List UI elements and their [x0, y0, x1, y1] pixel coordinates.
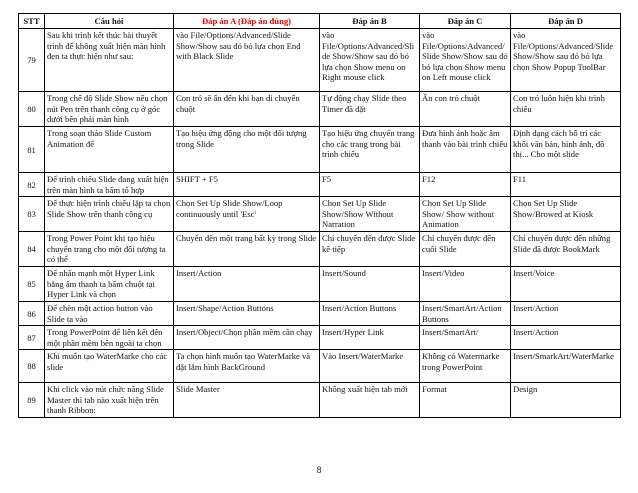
answer-c: Insert/SmartArt/ — [420, 326, 511, 350]
answer-d: Design — [511, 383, 621, 418]
row-number: 84 — [19, 232, 45, 267]
header-row — [19, 14, 621, 29]
answer-b: vào File/Options/Advanced/Slide Show/Show sau đó bỏ lựa chọn Show menu on Right mouse click — [320, 29, 420, 92]
answer-b: Không xuất hiện tab mới — [320, 383, 420, 418]
table-row — [19, 173, 621, 197]
header-stt: STT — [19, 14, 45, 29]
row-number: 87 — [19, 326, 45, 350]
answer-c: Không có Watermarke trong PowerPoint — [420, 350, 511, 383]
question-text: Khi muốn tạo WaterMarke cho các slide — [45, 350, 174, 383]
answer-a: Chọn Set Up Slide Show/Loop continuously until 'Esc' — [174, 197, 320, 232]
answer-c: Chỉ chuyển được đến cuối Slide — [420, 232, 511, 267]
table-row — [19, 383, 621, 418]
row-number: 81 — [19, 127, 45, 173]
answer-a: Slide Master — [174, 383, 320, 418]
row-number: 82 — [19, 173, 45, 197]
question-text: Để thực hiện trình chiếu lặp ta chọn Slide Show trên thanh công cụ — [45, 197, 174, 232]
page-number: 8 — [316, 465, 322, 475]
question-text: Để trình chiếu Slide đang xuất hiện trên màn hình ta bấm tổ hợp — [45, 173, 174, 197]
row-number: 85 — [19, 267, 45, 302]
answer-c: Ẩn con trỏ chuột — [420, 92, 511, 127]
table-row — [19, 326, 621, 350]
table-row — [19, 29, 621, 92]
answer-a: Ta chọn hình muốn tạo WaterMarke và đặt lắm hình BackGround — [174, 350, 320, 383]
answer-b: Insert/Sound — [320, 267, 420, 302]
answer-c: Format — [420, 383, 511, 418]
header-answer-d: Đáp án D — [511, 14, 621, 29]
answer-c: F12 — [420, 173, 511, 197]
answer-d: Định dạng cách bố trí các khối văn bản, hình ảnh, đồ thị... Cho một slide — [511, 127, 621, 173]
answer-a: Chuyển đến một trang bất kỳ trong Slide — [174, 232, 320, 267]
header-answer-c: Đáp án C — [420, 14, 511, 29]
answer-c: Chọn Set Up Slide Show/ Show without Animation — [420, 197, 511, 232]
question-text: Để chèn một action button vào Slide ta vào — [45, 302, 174, 326]
answer-d: Chỉ chuyển được đến những Slide đã được BookMark — [511, 232, 621, 267]
answer-a: Con trỏ sẽ ẩn đến khi bạn di chuyển chuột — [174, 92, 320, 127]
question-table — [18, 13, 621, 418]
answer-d: Chọn Set Up Slide Show/Browed at Kiosk — [511, 197, 621, 232]
table-row — [19, 350, 621, 383]
answer-d: vào File/Options/Advanced/Slide Show/Show sau đó bỏ lựa chọn Show Popup ToolBar — [511, 29, 621, 92]
answer-a: Insert/Object/Chọn phần mềm cần chạy — [174, 326, 320, 350]
question-text: Trong chế độ Slide Show nếu chọn nút Pen trên thanh công cụ ở góc dưới bên phải màn hình — [45, 92, 174, 127]
question-text: Khi click vào nút chức năng Slide Master thì tab nào xuất hiện trên thanh Ribbon: — [45, 383, 174, 418]
row-number: 79 — [19, 29, 45, 92]
answer-a: Insert/Action — [174, 267, 320, 302]
header-question: Câu hỏi — [45, 14, 174, 29]
question-text: Trong PowerPoint để liên kết đến một phần mềm bên ngoài ta chọn — [45, 326, 174, 350]
answer-a: Insert/Shape/Action Buttons — [174, 302, 320, 326]
answer-d: Con trỏ luôn hiện khi trình chiếu — [511, 92, 621, 127]
answer-a: SHIFT + F5 — [174, 173, 320, 197]
table-row — [19, 232, 621, 267]
answer-b: Chọn Set Up Slide Show/Show Without Narration — [320, 197, 420, 232]
answer-d: Insert/Voice — [511, 267, 621, 302]
row-number: 80 — [19, 92, 45, 127]
question-text: Trong soạn thảo Slide Custom Animation để — [45, 127, 174, 173]
answer-b: Vào Insert/WaterMarke — [320, 350, 420, 383]
header-answer-b: Đáp án B — [320, 14, 420, 29]
row-number: 83 — [19, 197, 45, 232]
table-row — [19, 267, 621, 302]
answer-d: Insert/SmarkArt/WaterMarke — [511, 350, 621, 383]
answer-b: Insert/Hyper Link — [320, 326, 420, 350]
question-text: Sau khi trình kết thúc bài thuyết trình để không xuất hiện màn hình đen ta thực hiện như sau: — [45, 29, 174, 92]
answer-b: Tự động chạy Slide theo Timer đã đặt — [320, 92, 420, 127]
question-text: Trong Power Point khi tạo hiệu chuyển trang cho một đối tượng ta có thể — [45, 232, 174, 267]
row-number: 86 — [19, 302, 45, 326]
answer-c: vào File/Options/Advanced/Slide Show/Show sau đó bỏ lựa chọn Show menu on Left mouse click — [420, 29, 511, 92]
table-row — [19, 92, 621, 127]
answer-d: Insert/Action — [511, 302, 621, 326]
table-row — [19, 197, 621, 232]
answer-c: Insert/SmartArt/Action Buttons — [420, 302, 511, 326]
answer-b: Insert/Action Buttons — [320, 302, 420, 326]
answer-a: vào File/Options/Advanced/Slide Show/Show sau đó bỏ lựa chọn End with Black Slide — [174, 29, 320, 92]
table-row — [19, 302, 621, 326]
answer-a: Tạo hiệu ứng động cho một đối tượng trong Slide — [174, 127, 320, 173]
answer-c: Insert/Video — [420, 267, 511, 302]
answer-b: Tạo hiệu ứng chuyển trang cho các trang trong bài trình chiếu — [320, 127, 420, 173]
row-number: 89 — [19, 383, 45, 418]
answer-b: F5 — [320, 173, 420, 197]
row-number: 88 — [19, 350, 45, 383]
question-text: Để nhấn mạnh một Hyper Link bằng âm thanh ta bấm chuột tại Hyper Link và chọn — [45, 267, 174, 302]
answer-b: Chỉ chuyển đến được Slide kế tiếp — [320, 232, 420, 267]
table-row — [19, 127, 621, 173]
header-answer-a: Đáp án A (Đáp án đúng) — [174, 14, 320, 29]
answer-d: Insert/Action — [511, 326, 621, 350]
answer-c: Đưa hình ảnh hoặc âm thanh vào bài trình chiếu — [420, 127, 511, 173]
answer-d: F11 — [511, 173, 621, 197]
